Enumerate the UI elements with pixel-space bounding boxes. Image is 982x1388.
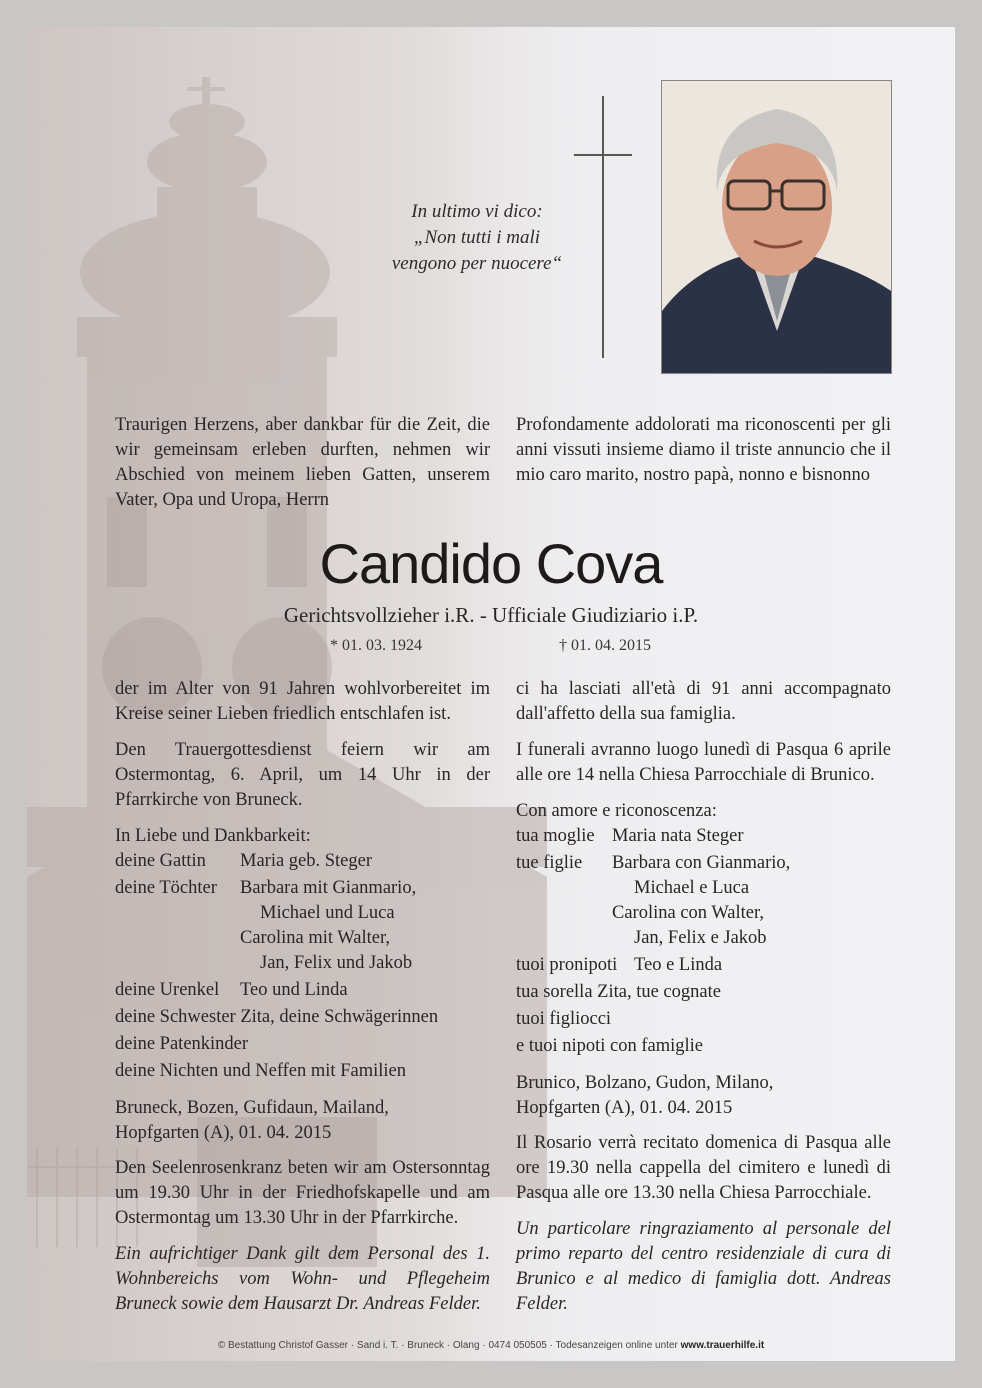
place-date: Hopfgarten (A), 01. 04. 2015 — [115, 1123, 332, 1143]
footer-link[interactable]: www.trauerhilfe.it — [680, 1340, 765, 1351]
italian-column — [516, 677, 891, 1317]
places: Bruneck, Bozen, Gufidaun, Mailand, — [115, 1098, 389, 1118]
intro-italian: Profondamente addolorati ma riconoscenti per gli anni vissuti insieme diamo il triste annuncio che il mio caro marito, nostro papà, nonno e bisnonno — [516, 415, 891, 485]
memorial-quote — [357, 199, 597, 277]
deceased-name: Candido Cova — [319, 532, 663, 595]
family-intro: In Liebe und Dankbarkeit: — [115, 826, 311, 846]
family-daughter-children: Michael und Luca — [260, 903, 395, 923]
family-sister: deine Schwester Zita, deine Schwägerinnen — [115, 1007, 439, 1027]
thanks-text: Un particolare ringraziamento al personale del primo reparto del centro residenziale di cura di Brunico e al medico di famiglia dott. Andreas Felder. — [516, 1219, 891, 1314]
portrait-illustration — [662, 81, 891, 373]
place-date: Hopfgarten (A), 01. 04. 2015 — [516, 1098, 733, 1118]
quote-line: In ultimo vi dico: — [411, 201, 543, 222]
family-great-grandchildren: tuoi pronipoti Teo e Linda — [516, 955, 723, 975]
family-godchildren: deine Patenkinder — [115, 1034, 249, 1054]
quote-line: vengono per nuocere“ — [391, 253, 563, 274]
family-godchildren: tuoi figliocci — [516, 1009, 612, 1029]
passing-text: der im Alter von 91 Jahren wohlvorbereitet im Kreise seiner Lieben friedlich entschlafen ist. — [115, 679, 490, 724]
family-nieces: e tuoi nipoti con famiglie — [516, 1036, 704, 1056]
funeral-text: Den Trauergottesdienst feiern wir am Ostermontag, 6. April, um 14 Uhr in der Pfarrkirche von Bruneck. — [115, 740, 490, 810]
cross-icon — [602, 96, 604, 358]
family-daughter-2-children: Jan, Felix e Jakob — [634, 928, 767, 948]
profession: Gerichtsvollzieher i.R. - Ufficiale Giudiziario i.P. — [283, 603, 699, 627]
family-intro: Con amore e riconoscenza: — [516, 801, 717, 821]
family-daughter-children: Michael e Luca — [634, 878, 750, 898]
intro-german: Traurigen Herzens, aber dankbar für die Zeit, die wir gemeinsam erleben durften, nehmen wir Abschied von meinem lieben Gatten, unserem Vater, Opa und Uropa, Herrn — [115, 415, 490, 510]
rosary-text: Il Rosario verrà recitato domenica di Pasqua alle ore 19.30 nella cappella del cimitero e lunedì di Pasqua alle ore 13.30 nella Chiesa Parrocchiale. — [516, 1133, 891, 1203]
passing-text: ci ha lasciati all'età di 91 anni accompagnato dall'affetto della sua famiglia. — [516, 679, 891, 724]
places: Brunico, Bolzano, Gudon, Milano, — [516, 1073, 774, 1093]
family-sister: tua sorella Zita, tue cognate — [516, 982, 721, 1002]
birth-date: * 01. 03. 1924 — [330, 637, 422, 654]
family-wife: deine Gattin Maria geb. Steger — [115, 851, 373, 871]
cross-icon-bar — [574, 154, 632, 156]
family-wife: tua moglie Maria nata Steger — [516, 826, 744, 846]
funeral-text: I funerali avranno luogo lunedì di Pasqua 6 aprile alle ore 14 nella Chiesa Parrocchiale di Brunico. — [516, 740, 891, 785]
family-nieces: deine Nichten und Neffen mit Familien — [115, 1061, 406, 1081]
family-daughter-2: Carolina mit Walter, — [240, 928, 391, 948]
obituary-card — [27, 27, 955, 1361]
family-daughter-2: Carolina con Walter, — [612, 903, 765, 923]
thanks-text: Ein aufrichtiger Dank gilt dem Personal des 1. Wohnbereichs vom Wohn- und Pflegeheim Bruneck sowie dem Hausarzt Dr. Andreas Felder. — [115, 1244, 490, 1314]
footer — [27, 1340, 955, 1351]
death-date: † 01. 04. 2015 — [559, 637, 651, 654]
quote-line: „Non tutti i mali — [413, 227, 541, 248]
family-daughter-2-children: Jan, Felix und Jakob — [260, 953, 413, 973]
family-great-grandchildren: deine Urenkel Teo und Linda — [115, 980, 348, 1000]
family-daughters: deine Töchter Barbara mit Gianmario, — [115, 878, 417, 898]
family-daughters: tue figlie Barbara con Gianmario, — [516, 853, 791, 873]
german-column — [115, 677, 490, 1317]
rosary-text: Den Seelenrosenkranz beten wir am Ostersonntag um 19.30 Uhr in der Friedhofskapelle und am Ostermontag um 13.30 Uhr in der Pfarrkirche. — [115, 1158, 490, 1228]
portrait-photo — [661, 80, 892, 374]
footer-text: © Bestattung Christof Gasser · Sand i. T. · Bruneck · Olang · 0474 050505 · Todesanzeigen online unter — [217, 1340, 681, 1351]
